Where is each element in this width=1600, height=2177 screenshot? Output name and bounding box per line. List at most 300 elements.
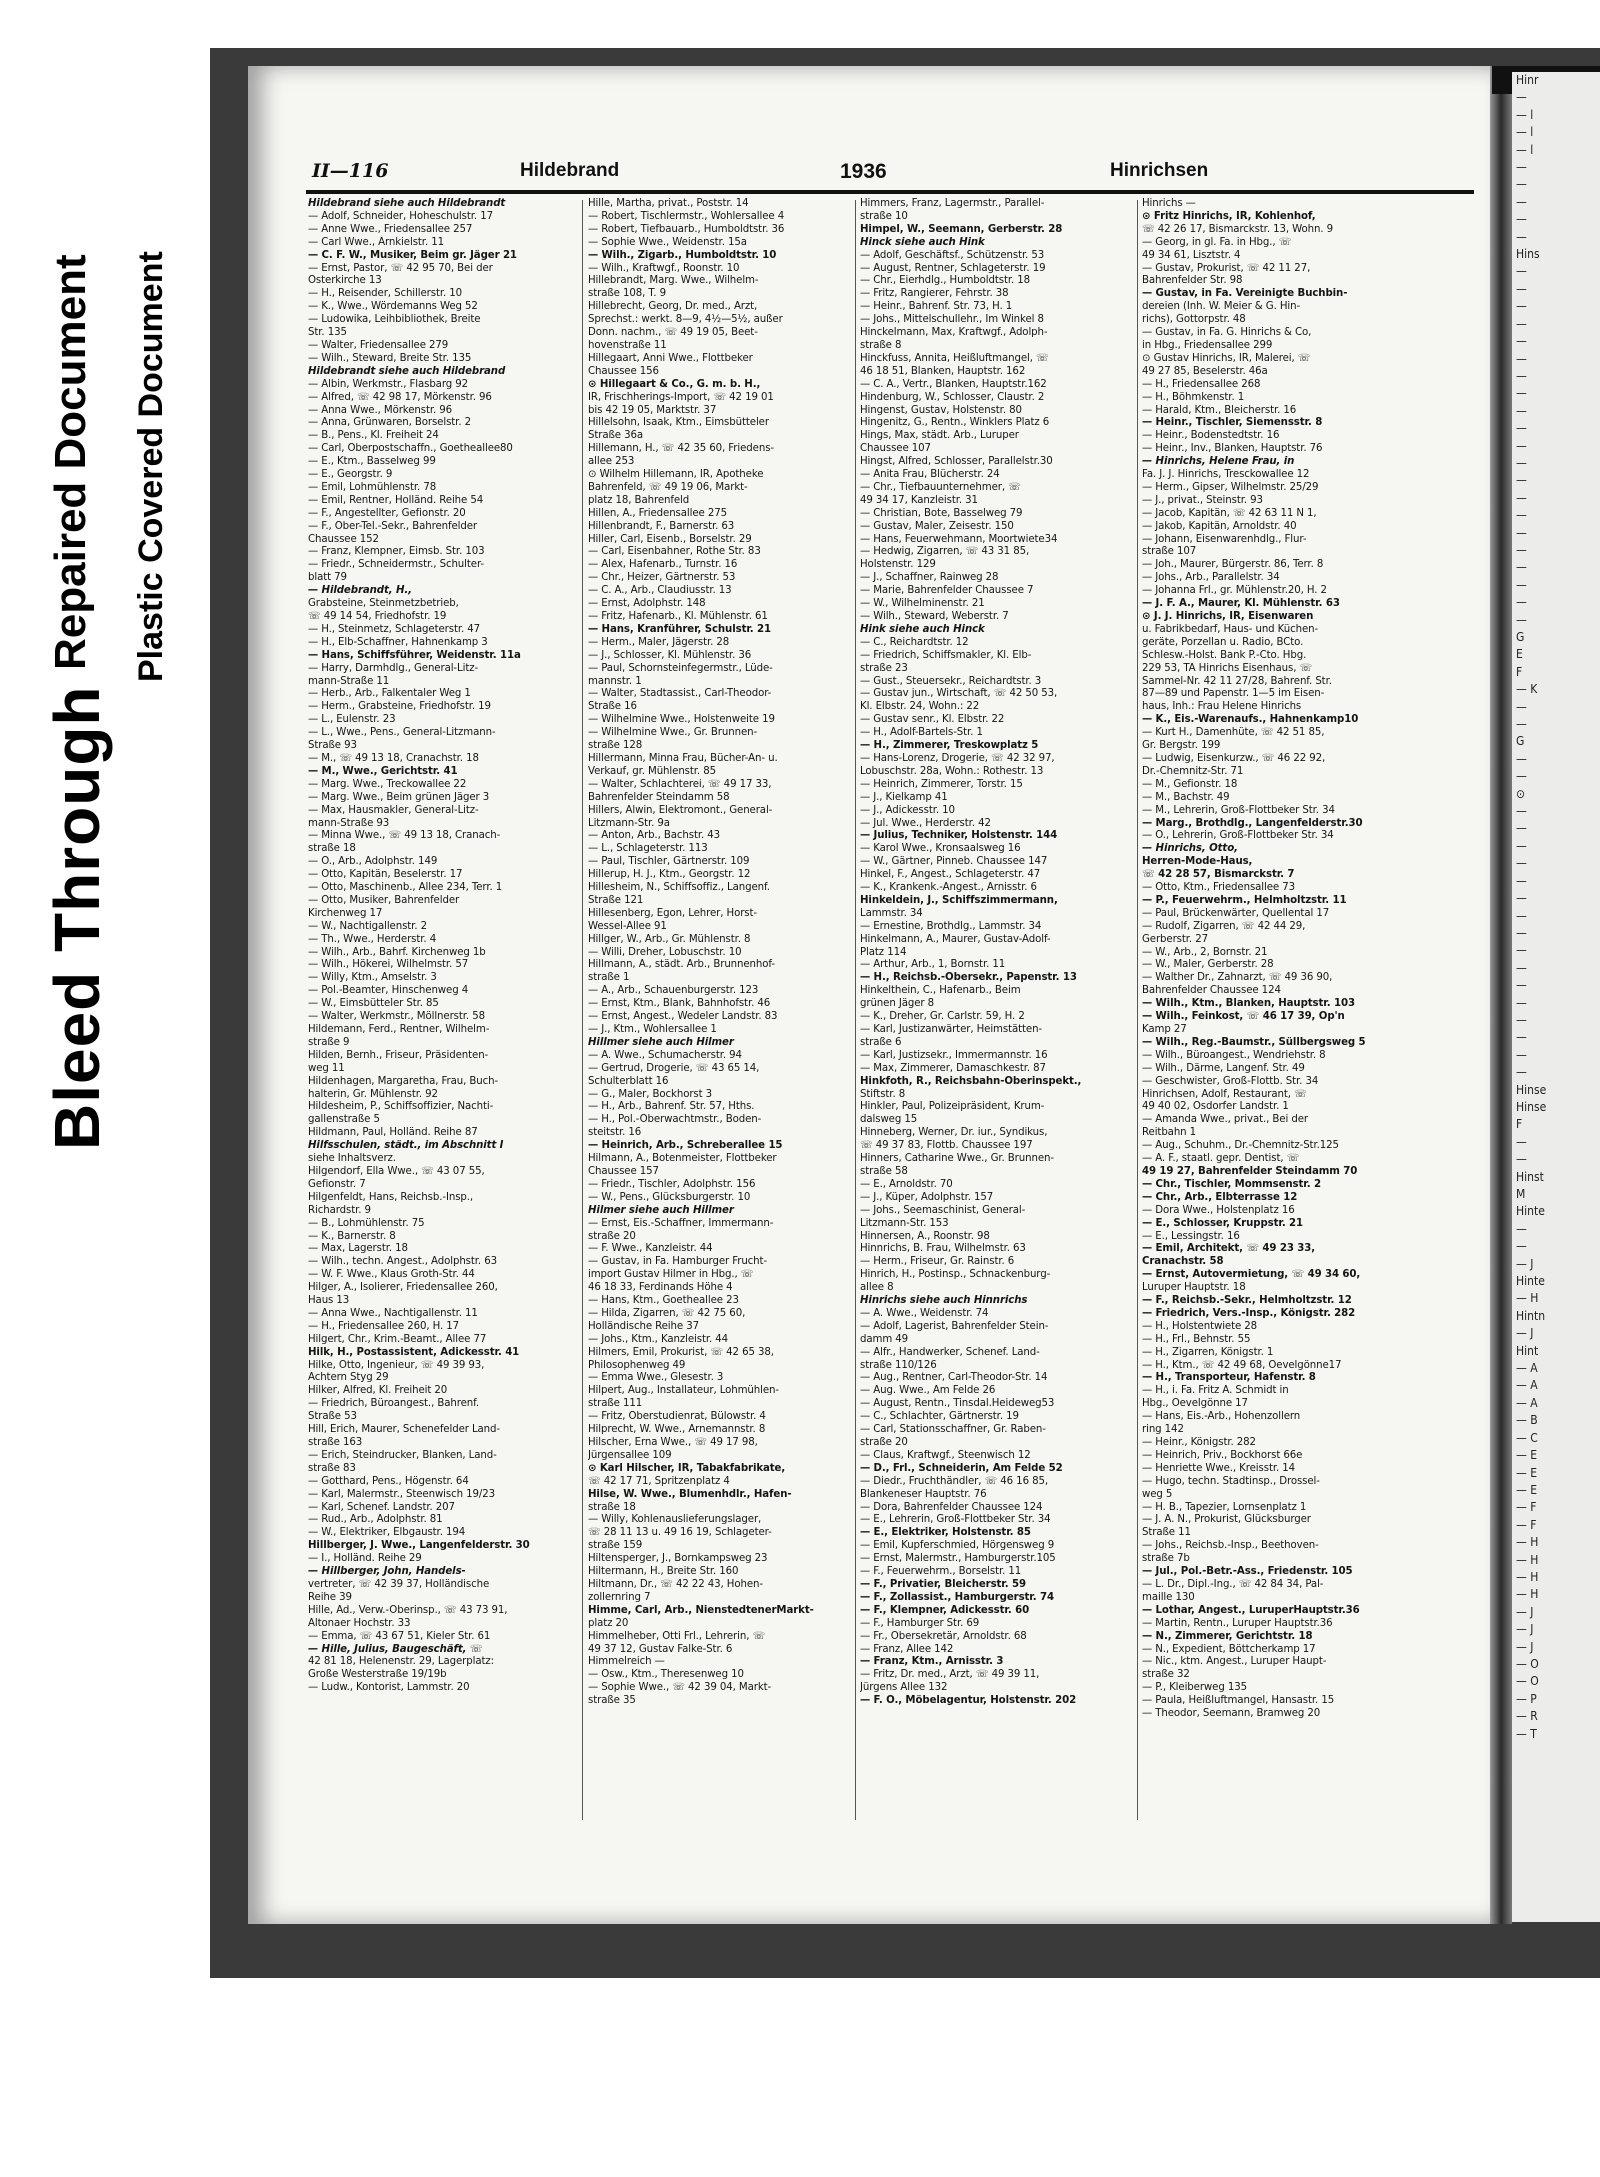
directory-line: — Gertrud, Drogerie, ☏ 43 65 14, (588, 1062, 760, 1074)
directory-line: — H., Elb-Schaffner, Hahnenkamp 3 (308, 636, 488, 648)
adjacent-page-fragment: — O (1516, 1656, 1539, 1671)
adjacent-page-fragment: Hinst (1516, 1169, 1544, 1184)
adjacent-page-fragment: — (1516, 1012, 1527, 1027)
directory-line: Hilpert, Aug., Installateur, Lohmühlen- (588, 1385, 779, 1397)
directory-line: — F., Reichsb.-Sekr., Helmholtzstr. 12 (1142, 1295, 1352, 1307)
directory-line: — Amanda Wwe., privat., Bei der (1142, 1114, 1308, 1126)
directory-line: Hilse, W. Wwe., Blumenhdlr., Hafen- (588, 1488, 792, 1500)
directory-line: Hinnersen, A., Roonstr. 98 (860, 1230, 990, 1242)
directory-line: platz 18, Bahrenfeld (588, 494, 690, 506)
adjacent-page-fragment: — (1516, 612, 1527, 627)
directory-line: Himmelreich — (588, 1656, 665, 1668)
directory-line: straße 1 (588, 972, 630, 984)
directory-line: Hildebrandt siehe auch Hildebrand (308, 365, 506, 377)
directory-line: — Gustav, Maler, Zeisestr. 150 (860, 520, 1014, 532)
directory-line: Philosophenweg 49 (588, 1359, 686, 1371)
directory-line: — A. Wwe., Weidenstr. 74 (860, 1307, 989, 1319)
directory-line: — Ludowika, Leihbibliothek, Breite (308, 314, 481, 326)
directory-line: Hinrich, H., Postinsp., Schnackenburg- (860, 1269, 1051, 1281)
directory-line: straße 8 (860, 339, 902, 351)
directory-line: — H., Friedensallee 260, H. 17 (308, 1320, 460, 1332)
directory-line: — Anton, Arb., Bachstr. 43 (588, 830, 721, 842)
directory-line: allee 8 (860, 1282, 894, 1294)
adjacent-page-fragment: — (1516, 995, 1527, 1010)
directory-line: — Friedrich, Vers.-Insp., Königstr. 282 (1142, 1307, 1356, 1319)
adjacent-page-fragment: — E (1516, 1482, 1538, 1497)
adjacent-page-fragment: — (1516, 334, 1527, 349)
adjacent-page-fragment: Hinse (1516, 1082, 1547, 1097)
directory-line: Luruper Hauptstr. 18 (1142, 1282, 1246, 1294)
directory-line: — D., Frl., Schneiderin, Am Felde 52 (860, 1462, 1063, 1474)
directory-line: Lobuschstr. 28a, Wohn.: Rothestr. 13 (860, 765, 1044, 777)
directory-line: — Max, Hausmakler, General-Litz- (308, 804, 479, 816)
directory-line: haus, Inh.: Frau Helene Hinrichs (1142, 701, 1302, 713)
directory-line: ☏ 42 26 17, Bismarckstr. 13, Wohn. 9 (1142, 223, 1334, 235)
directory-line: — Theodor, Seemann, Bramweg 20 (1142, 1708, 1321, 1720)
adjacent-page-fragment: — (1516, 542, 1527, 557)
directory-line: — Heinrich, Zimmerer, Torstr. 15 (860, 778, 1023, 790)
directory-line: 46 18 33, Ferdinands Höhe 4 (588, 1282, 733, 1294)
directory-line: — Otto, Maschinenb., Allee 234, Terr. 1 (308, 882, 503, 894)
adjacent-page-fragment: — P (1516, 1691, 1537, 1706)
directory-line: Hillers, Alwin, Elektromont., General- (588, 804, 773, 816)
directory-line: import Gustav Hilmer in Hbg., ☏ (588, 1269, 754, 1281)
directory-line: — Nic., ktm. Angest., Luruper Haupt- (1142, 1656, 1327, 1668)
directory-line: — Gustav, in Fa. Vereinigte Buchbin- (1142, 288, 1348, 300)
directory-line: Litzmann-Str. 9a (588, 817, 670, 829)
directory-line: — Wilh., Reg.-Baumstr., Süllbergsweg 5 (1142, 1036, 1366, 1048)
directory-line: ⊙ Karl Hilscher, IR, Tabakfabrikate, (588, 1462, 786, 1474)
directory-line: Bahrenfelder Chaussee 124 (1142, 985, 1281, 997)
directory-line: — Emil, Rentner, Holländ. Reihe 54 (308, 494, 484, 506)
directory-line: Donn. nachm., ☏ 49 19 05, Beet- (588, 327, 758, 339)
directory-line: — Gustav, in Fa. G. Hinrichs & Co, (1142, 327, 1312, 339)
header-rule (306, 190, 1474, 194)
directory-line: — Rudolf, Zigarren, ☏ 42 44 29, (1142, 920, 1306, 932)
directory-line: — J., Ktm., Wohlersallee 1 (588, 1024, 717, 1035)
directory-line: — H., Reichsb.-Obersekr., Papenstr. 13 (860, 972, 1077, 984)
directory-line: Grabsteine, Steinmetzbetrieb, (308, 598, 459, 610)
directory-line: IR, Frischherings-Import, ☏ 42 19 01 (588, 391, 774, 403)
directory-line: — W., Nachtigallenstr. 2 (308, 920, 427, 932)
directory-line: Straße 121 (588, 894, 644, 906)
directory-line: — Walther Dr., Zahnarzt, ☏ 49 36 90, (1142, 972, 1333, 984)
directory-line: — I., Holländ. Reihe 29 (308, 1553, 422, 1565)
directory-line: — Heinr., Tischler, Siemensstr. 8 (1142, 417, 1323, 429)
directory-line: — Emma, ☏ 43 67 51, Kieler Str. 61 (308, 1630, 491, 1642)
directory-line: 49 27 85, Beselerstr. 46a (1142, 365, 1268, 377)
directory-line: Hilk, H., Postassistent, Adickesstr. 41 (308, 1346, 520, 1358)
directory-line: — Emil, Lohmühlenstr. 78 (308, 481, 437, 493)
adjacent-page-fragment: — (1516, 421, 1527, 436)
directory-line: Hille, Ad., Verw.-Oberinsp., ☏ 43 73 91, (308, 1604, 508, 1616)
directory-line: 46 18 51, Blanken, Hauptstr. 162 (860, 365, 1026, 377)
directory-line: 49 40 02, Osdorfer Landstr. 1 (1142, 1101, 1289, 1113)
directory-line: — Franz, Klempner, Eimsb. Str. 103 (308, 546, 485, 558)
directory-line: — Carl, Oberpostschaffn., Goetheallee80 (308, 443, 513, 455)
directory-line: Litzmann-Str. 153 (860, 1217, 949, 1229)
directory-line: — Adolf, Lagerist, Bahrenfelder Stein- (860, 1320, 1049, 1332)
adjacent-page-fragment: — (1516, 177, 1527, 192)
page-number: II—116 (312, 160, 389, 182)
directory-line: — Albin, Werkmstr., Flasbarg 92 (308, 378, 469, 390)
directory-line: — N., Expedient, Böttcherkamp 17 (1142, 1643, 1316, 1655)
directory-line: allee 253 (588, 456, 635, 468)
directory-line: Hiltensperger, J., Bornkampsweg 23 (588, 1553, 768, 1565)
directory-line: — J., Adickesstr. 10 (860, 804, 955, 816)
directory-line: — M., Bachstr. 49 (1142, 791, 1230, 803)
directory-line: — W., Wilhelminenstr. 21 (860, 598, 985, 610)
directory-line: — W., Pens., Glücksburgerstr. 10 (588, 1191, 751, 1203)
directory-line: ☏ 28 11 13 u. 49 16 19, Schlageter- (588, 1527, 772, 1539)
directory-line: straße 58 (860, 1165, 908, 1177)
directory-line: — Fritz, Dr. med., Arzt, ☏ 49 39 11, (860, 1669, 1040, 1681)
adjacent-page-fragment: — (1516, 281, 1527, 296)
directory-line: Hillmann, A., städt. Arb., Brunnenhof- (588, 959, 775, 971)
directory-line: Hillelsohn, Isaak, Ktm., Eimsbütteler (588, 417, 769, 429)
directory-line: ☏ 42 17 71, Spritzenplatz 4 (588, 1475, 730, 1487)
directory-line: Osterkirche 13 (308, 275, 382, 287)
directory-line: — Otto, Musiker, Bahrenfelder (308, 894, 460, 906)
directory-line: — Osw., Ktm., Theresenweg 10 (588, 1669, 744, 1681)
directory-line: mannstr. 1 (588, 675, 642, 687)
directory-line: — Hillberger, John, Handels- (308, 1566, 466, 1578)
directory-line: ⊙ Gustav Hinrichs, IR, Malerei, ☏ (1142, 352, 1311, 364)
directory-line: hovenstraße 11 (588, 339, 667, 351)
directory-line: — Anna Wwe., Nachtigallenstr. 11 (308, 1307, 478, 1319)
adjacent-page-fragment: — (1516, 1239, 1527, 1254)
directory-line: — Gustav, in Fa. Hamburger Frucht- (588, 1256, 768, 1268)
directory-line: — H., Friedensallee 268 (1142, 378, 1261, 390)
directory-line: — Chr., Eierhdlg., Humboldtstr. 18 (860, 275, 1031, 287)
directory-line: — K., Dreher, Gr. Carlstr. 59, H. 2 (860, 1011, 1025, 1023)
directory-line: straße 107 (1142, 546, 1197, 558)
adjacent-page-fragment: — (1516, 856, 1527, 871)
directory-line: — E., Ktm., Basselweg 99 (308, 456, 436, 468)
directory-line: — K., Eis.-Warenaufs., Hahnenkamp10 (1142, 714, 1359, 726)
directory-line: — Wilh., Därme, Langenf. Str. 49 (1142, 1062, 1305, 1074)
directory-line: Straße 53 (308, 1411, 357, 1423)
directory-line: — W., Eimsbütteler Str. 85 (308, 998, 439, 1010)
directory-line: vertreter, ☏ 42 39 37, Holländische (308, 1578, 490, 1590)
adjacent-page-fragment: — (1516, 473, 1527, 488)
directory-line: Hinkeldein, J., Schiffszimmermann, (860, 894, 1058, 906)
directory-line: straße 9 (308, 1036, 350, 1048)
directory-line: weg 5 (1142, 1488, 1173, 1500)
directory-line: Bahrenfelder Str. 98 (1142, 275, 1243, 287)
adjacent-page-fragment: — J (1516, 1256, 1534, 1271)
adjacent-page-fragment: — (1516, 194, 1527, 209)
directory-line: Gr. Bergstr. 199 (1142, 740, 1221, 752)
directory-line: Hill, Erich, Maurer, Schenefelder Land- (308, 1424, 500, 1436)
adjacent-page-fragment: Hins (1516, 247, 1540, 262)
directory-line: ⊙ J. J. Hinrichs, IR, Eisenwaren (1142, 611, 1314, 622)
directory-line: — Hans, Kranführer, Schulstr. 21 (588, 623, 771, 635)
directory-line: Hildebrand siehe auch Hildebrandt (308, 198, 506, 209)
directory-line: — H., Böhmkenstr. 1 (1142, 391, 1245, 403)
directory-line: — Walter, Friedensallee 279 (308, 339, 449, 351)
directory-line: — P., Feuerwehrm., Helmholtzstr. 11 (1142, 894, 1347, 906)
directory-line: — Ernst, Pastor, ☏ 42 95 70, Bei der (308, 262, 493, 274)
directory-line: Straße 16 (588, 701, 637, 713)
adjacent-page-fragment: — O (1516, 1674, 1539, 1689)
adjacent-page-fragment: — (1516, 455, 1527, 470)
adjacent-page-fragment: — (1516, 891, 1527, 906)
directory-line: — W., Elektriker, Elbgaustr. 194 (308, 1527, 466, 1539)
adjacent-page-fragment: — H (1516, 1552, 1539, 1567)
directory-line: Stiftstr. 8 (860, 1088, 906, 1100)
header-first-entry: Hildebrand (520, 160, 620, 181)
adjacent-page-fragment: — (1516, 299, 1527, 314)
directory-line: Hillmer siehe auch Hilmer (588, 1036, 734, 1048)
directory-line: — M., Lehrerin, Groß-Flottbeker Str. 34 (1142, 804, 1335, 816)
directory-line: — Herm., Grabsteine, Friedhofstr. 19 (308, 701, 491, 713)
directory-line: — Ernst, Autovermietung, ☏ 49 34 60, (1142, 1269, 1361, 1281)
adjacent-page-fragment: — l (1516, 142, 1534, 157)
directory-line: — C. A., Arb., Claudiusstr. 13 (588, 585, 732, 597)
directory-line: Kl. Elbstr. 24, Wohn.: 22 (860, 701, 980, 713)
directory-line: — Gustav senr., Kl. Elbstr. 22 (860, 714, 1005, 726)
directory-line: dereien (Inh. W. Meier & G. Hin- (1142, 301, 1301, 313)
directory-line: straße 18 (308, 843, 356, 855)
adjacent-page-fragment: — (1516, 212, 1527, 227)
directory-line: Hildmann, Paul, Holländ. Reihe 87 (308, 1127, 478, 1139)
adjacent-page-fragment: — (1516, 699, 1527, 714)
directory-line: — Arthur, Arb., 1, Bornstr. 11 (860, 959, 1006, 971)
adjacent-page-fragment: — (1516, 577, 1527, 592)
directory-line: — J. F. A., Maurer, Kl. Mühlenstr. 63 (1142, 598, 1340, 610)
directory-line: — Karl, Justizanwärter, Heimstätten- (860, 1024, 1043, 1035)
directory-line: — J., Kielkamp 41 (860, 791, 948, 803)
directory-line: straße 128 (588, 740, 643, 752)
directory-line: — Diedr., Fruchthändler, ☏ 46 16 85, (860, 1475, 1048, 1487)
directory-line: — Johs., Ktm., Kanzleistr. 44 (588, 1333, 729, 1345)
directory-line: — F., Ober-Tel.-Sekr., Bahrenfelder (308, 520, 477, 532)
adjacent-page-fragment: — (1516, 490, 1527, 505)
directory-line: — Ernst, Eis.-Schaffner, Immermann- (588, 1217, 774, 1229)
directory-line: Hilgendorf, Ella Wwe., ☏ 43 07 55, (308, 1165, 485, 1177)
directory-line: — Wilh., Feinkost, ☏ 46 17 39, Op'n (1142, 1011, 1345, 1023)
directory-line: Hilmers, Emil, Prokurist, ☏ 42 65 38, (588, 1346, 774, 1358)
directory-line: — Chr., Arb., Elbterrasse 12 (1142, 1191, 1298, 1203)
directory-line: Hildemann, Ferd., Rentner, Wilhelm- (308, 1024, 490, 1035)
directory-line: — Adolf, Schneider, Hoheschulstr. 17 (308, 210, 493, 222)
directory-line: halterin, Gr. Mühlenstr. 92 (308, 1088, 438, 1100)
directory-line: — Hedwig, Zigarren, ☏ 43 31 85, (860, 546, 1030, 558)
directory-line: — Sophie Wwe., Weidenstr. 15a (588, 236, 747, 248)
directory-line: Herren-Mode-Haus, (1142, 856, 1253, 868)
directory-line: Hinkler, Paul, Polizeipräsident, Krum- (860, 1101, 1045, 1113)
directory-line: platz 20 (588, 1617, 629, 1629)
adjacent-page-fragment: — (1516, 264, 1527, 279)
directory-line: — E., Schlosser, Kruppstr. 21 (1142, 1217, 1304, 1229)
directory-line: richs), Gottorpstr. 48 (1142, 314, 1246, 326)
column-divider (582, 200, 583, 1820)
directory-line: — Ernst, Adolphstr. 148 (588, 598, 706, 610)
directory-line: — Anna, Grünwaren, Borselstr. 2 (308, 417, 471, 429)
directory-line: — Emma Wwe., Glesestr. 3 (588, 1372, 724, 1384)
directory-line: Reitbahn 1 (1142, 1127, 1197, 1139)
adjacent-page-fragment: F (1516, 664, 1523, 679)
directory-line: — Hans, Eis.-Arb., Hohenzollern (1142, 1411, 1301, 1423)
directory-line: — Willy, Ktm., Amselstr. 3 (308, 972, 437, 984)
adjacent-page-fragment: — (1516, 717, 1527, 732)
directory-line: Himpel, W., Seemann, Gerberstr. 28 (860, 223, 1063, 235)
directory-line: — Henriette Wwe., Kreisstr. 14 (1142, 1462, 1296, 1474)
directory-line: — A. F., staatl. gepr. Dentist, ☏ (1142, 1153, 1300, 1165)
adjacent-page-fragment: E (1516, 647, 1523, 662)
directory-line: — Wilh., techn. Angest., Adolphstr. 63 (308, 1256, 497, 1268)
directory-line: — Lothar, Angest., LuruperHauptstr.36 (1142, 1604, 1360, 1616)
directory-line: — W., Arb., 2, Bornstr. 21 (1142, 946, 1268, 958)
adjacent-page-fragment: — (1516, 804, 1527, 819)
directory-line: — Paula, Heißluftmangel, Hansastr. 15 (1142, 1695, 1335, 1707)
directory-line: — Walter, Stadtassist., Carl-Theodor- (588, 688, 772, 700)
directory-line: Altonaer Hochstr. 33 (308, 1617, 411, 1629)
adjacent-page-fragment: — K (1516, 682, 1538, 697)
directory-line: zollernring 7 (588, 1591, 651, 1603)
directory-line: — J., Schlosser, Kl. Mühlenstr. 36 (588, 649, 752, 661)
directory-line: — K., Krankenk.-Angest., Arnisstr. 6 (860, 882, 1037, 894)
directory-line: — F., Zollassist., Hamburgerstr. 74 (860, 1591, 1054, 1603)
directory-line: — Hinrichs, Helene Frau, in (1142, 456, 1295, 468)
directory-line: — Johs., Reichsb.-Insp., Beethoven- (1142, 1540, 1319, 1552)
directory-line: Gerberstr. 27 (1142, 933, 1208, 945)
directory-line: — Gust., Steuersekr., Reichardtstr. 3 (860, 675, 1042, 687)
directory-line: Richardstr. 9 (308, 1204, 371, 1216)
directory-line: Hilprecht, W. Wwe., Arnemannstr. 8 (588, 1424, 766, 1436)
directory-line: — Hille, Julius, Baugeschäft, ☏ (308, 1643, 483, 1655)
directory-line: — M., Wwe., Gerichtstr. 41 (308, 765, 458, 777)
directory-line: — E., Georgstr. 9 (308, 469, 393, 481)
directory-line: — F., Hamburger Str. 69 (860, 1617, 980, 1629)
adjacent-page-fragment: G (1516, 734, 1525, 749)
directory-line: — Julius, Techniker, Holstenstr. 144 (860, 830, 1058, 842)
directory-line: — F., Privatier, Bleicherstr. 59 (860, 1578, 1026, 1590)
adjacent-page-fragment: — B (1516, 1413, 1538, 1428)
directory-line: — Carl, Stationsschaffner, Gr. Raben- (860, 1424, 1046, 1436)
directory-line: — Wilh., Zigarb., Humboldtstr. 10 (588, 249, 777, 261)
directory-line: — Fritz, Oberstudienrat, Bülowstr. 4 (588, 1411, 766, 1423)
adjacent-page-fragment: — A (1516, 1361, 1538, 1376)
directory-line: — Hans-Lorenz, Drogerie, ☏ 42 32 97, (860, 752, 1055, 764)
directory-column-3 (860, 198, 1136, 1848)
adjacent-page-fragment: M (1516, 1187, 1526, 1201)
directory-line: Blankeneser Hauptstr. 76 (860, 1488, 987, 1500)
directory-line: — H., Zigarren, Königstr. 1 (1142, 1346, 1274, 1358)
directory-line: — H., Transporteur, Hafenstr. 8 (1142, 1372, 1316, 1384)
directory-line: Chaussee 152 (308, 533, 379, 545)
directory-line: — Paul, Brückenwärter, Quellental 17 (1142, 907, 1330, 919)
adjacent-page-fragment: — (1516, 316, 1527, 331)
adjacent-page-fragment: — (1516, 943, 1527, 958)
directory-line: — Friedrich, Schiffsmakler, Kl. Elb- (860, 649, 1032, 661)
directory-line: — Wilh., Ktm., Blanken, Hauptstr. 103 (1142, 998, 1355, 1010)
adjacent-page-fragment: — (1516, 908, 1527, 923)
directory-line: Verkauf, gr. Mühlenstr. 85 (588, 765, 716, 777)
directory-line: Bahrenfeld, ☏ 49 19 06, Markt- (588, 481, 748, 493)
directory-line: — Hildebrandt, H., (308, 585, 412, 597)
directory-line: — Fr., Obersekretär, Arnoldstr. 68 (860, 1630, 1027, 1642)
directory-line: Platz 114 (860, 946, 907, 958)
directory-line: — Harry, Darmhdlg., General-Litz- (308, 662, 479, 674)
directory-line: — Ernst, Ktm., Blank, Bahnhofstr. 46 (588, 998, 771, 1010)
directory-line: straße 163 (308, 1437, 363, 1448)
directory-line: — J., privat., Steinstr. 93 (1142, 494, 1263, 506)
directory-line: — J., Schaffner, Rainweg 28 (860, 572, 999, 584)
directory-line: weg 11 (308, 1062, 345, 1074)
directory-line: Sammel-Nr. 42 11 27/28, Bahrenf. Str. (1142, 675, 1332, 687)
directory-line: geräte, Porzellan u. Radio, BCto. (1142, 636, 1304, 648)
adjacent-page-fragment: — A (1516, 1378, 1538, 1393)
directory-line: Wessel-Allee 91 (588, 920, 667, 932)
directory-line: Kamp 27 (1142, 1024, 1187, 1035)
directory-line: — Dora Wwe., Holstenplatz 16 (1142, 1204, 1295, 1216)
directory-line: — Hans, Feuerwehmann, Moortwiete34 (860, 533, 1058, 545)
directory-line: — Johann, Eisenwarenhdlg., Flur- (1142, 533, 1307, 545)
directory-line: Hinrichsen, Adolf, Restaurant, ☏ (1142, 1088, 1307, 1100)
directory-line: straße 7b (1142, 1553, 1190, 1565)
directory-line: Hink siehe auch Hinck (860, 623, 985, 635)
directory-line: Hinckelmann, Max, Kraftwgf., Adolph- (860, 327, 1048, 339)
directory-line: Hilgert, Chr., Krim.-Beamt., Allee 77 (308, 1333, 487, 1345)
directory-line: — Wilh., Hökerei, Wilhelmstr. 57 (308, 959, 469, 971)
directory-line: blatt 79 (308, 572, 347, 584)
directory-line: — Otto, Kapitän, Beselerstr. 17 (308, 869, 463, 881)
directory-line: — Hinrichs, Otto, (1142, 843, 1238, 855)
adjacent-page-fragment: — (1516, 368, 1527, 383)
directory-line: Hinnrichs, B. Frau, Wilhelmstr. 63 (860, 1243, 1026, 1255)
directory-line: 229 53, TA Hinrichs Eisenhaus, ☏ (1142, 662, 1313, 674)
adjacent-page-fragment: — (1516, 1065, 1527, 1080)
directory-line: Hinners, Catharine Wwe., Gr. Brunnen- (860, 1153, 1054, 1165)
adjacent-page-fragment: Hinse (1516, 1099, 1547, 1114)
adjacent-page-fragment: — F (1516, 1500, 1537, 1515)
directory-line: Hingenitz, G., Rentn., Winklers Platz 6 (860, 417, 1050, 429)
directory-line: — Adolf, Geschäftsf., Schützenstr. 53 (860, 249, 1045, 261)
directory-line: Hillesenberg, Egon, Lehrer, Horst- (588, 907, 757, 919)
directory-line: — H., Adolf-Bartels-Str. 1 (860, 727, 983, 739)
directory-line: — Karol Wwe., Kronsaalsweg 16 (860, 843, 1021, 855)
directory-line: — Chr., Tischler, Mommsenstr. 2 (1142, 1178, 1321, 1190)
directory-line: — Gustav jun., Wirtschaft, ☏ 42 50 53, (860, 688, 1058, 700)
directory-line: — Walter, Schlachterei, ☏ 49 17 33, (588, 778, 772, 790)
directory-line: Hillesheim, N., Schiffsoffiz., Langenf. (588, 882, 770, 894)
directory-line: — Aug., Rentner, Carl-Theodor-Str. 14 (860, 1372, 1048, 1384)
directory-line: Holstenstr. 129 (860, 559, 936, 571)
directory-line: — Dora, Bahrenfelder Chaussee 124 (860, 1501, 1043, 1513)
directory-line: — Gotthard, Pens., Högenstr. 64 (308, 1475, 469, 1487)
adjacent-page-fragment: — (1516, 751, 1527, 766)
adjacent-page-fragment: — (1516, 1152, 1527, 1167)
directory-line: — Christian, Bote, Basselweg 79 (860, 507, 1023, 519)
adjacent-page-fragment: — (1516, 978, 1527, 993)
directory-line: Hilker, Alfred, Kl. Freiheit 20 (308, 1385, 448, 1397)
directory-line: — B., Pens., Kl. Freiheit 24 (308, 430, 439, 442)
directory-line: — Hugo, techn. Stadtinsp., Drossel- (1142, 1475, 1320, 1487)
adjacent-page-fragment: — (1516, 403, 1527, 418)
adjacent-page-fragment: Hinr (1516, 73, 1539, 87)
directory-line: Straße 36a (588, 430, 644, 442)
directory-line: — Karl, Justizsekr., Immermannstr. 16 (860, 1049, 1048, 1061)
directory-line: ⊙ Fritz Hinrichs, IR, Kohlenhof, (1142, 210, 1316, 222)
directory-line: Holländische Reihe 37 (588, 1320, 699, 1332)
directory-line: Hillger, W., Arb., Gr. Mühlenstr. 8 (588, 933, 751, 945)
directory-line: — Ludw., Kontorist, Lammstr. 20 (308, 1682, 470, 1694)
directory-line: — C., Reichardtstr. 12 (860, 636, 969, 648)
directory-line: — Karl, Malermstr., Steenwisch 19/23 (308, 1488, 495, 1500)
directory-line: — H., Steinmetz, Schlageterstr. 47 (308, 623, 481, 635)
